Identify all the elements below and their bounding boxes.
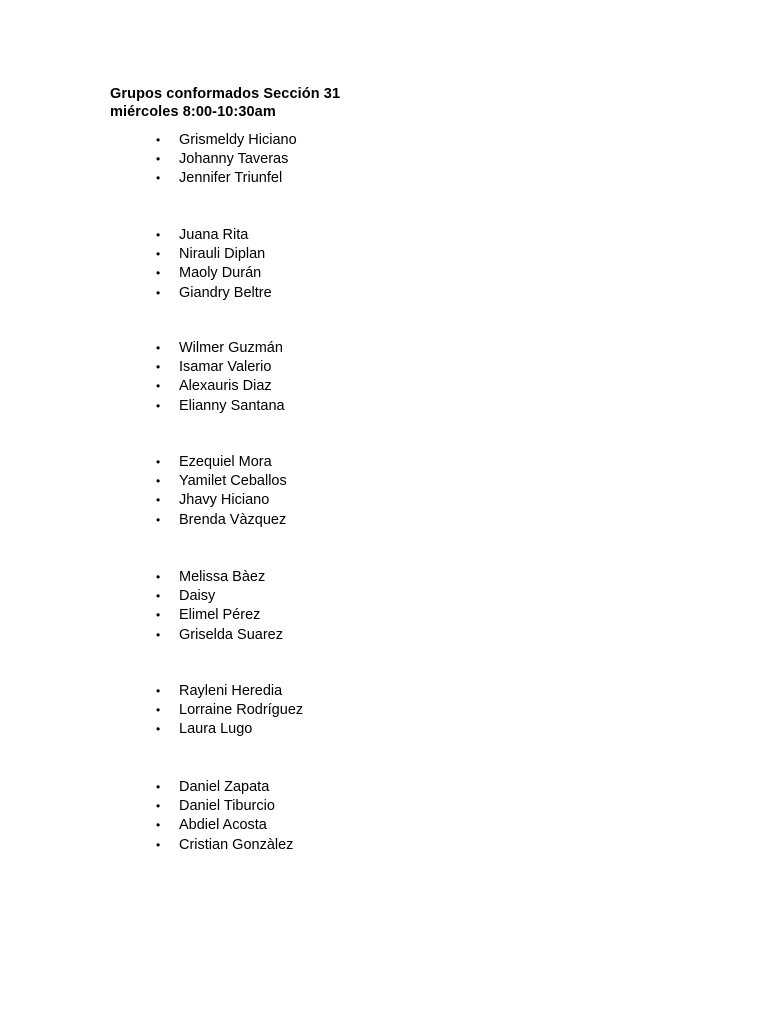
member-name: Griselda Suarez [179, 626, 283, 643]
bullet-icon: • [156, 152, 161, 167]
bullet-icon: • [156, 398, 161, 413]
member-name: Ezequiel Mora [179, 454, 272, 470]
member-name: Elimel Pérez [179, 607, 261, 624]
member-name: Wilmer Guzmán [179, 340, 283, 356]
member-name: Isamar Valerio [179, 359, 272, 376]
bullet-icon: • [156, 379, 161, 394]
member-name: Alexauris Diaz [179, 378, 272, 395]
member-name: Cristian Gonzàlez [179, 836, 294, 853]
bullet-icon: • [156, 455, 161, 469]
bullet-icon: • [156, 474, 161, 489]
member-name: Daisy [179, 588, 216, 605]
member-name: Lorraine Rodríguez [179, 702, 304, 719]
bullet-icon: • [156, 608, 161, 623]
bullet-icon: • [156, 627, 161, 642]
bullet-icon: • [156, 285, 161, 300]
member-name: Giandry Beltre [179, 284, 272, 301]
heading-title: Grupos conformados Sección 31 [110, 86, 341, 102]
member-name: Johanny Taveras [179, 151, 289, 168]
member-name: Daniel Zapata [179, 779, 270, 795]
bullet-icon: • [156, 799, 161, 814]
member-name: Grismeldy Hiciano [179, 132, 297, 148]
member-name: Yamilet Ceballos [179, 473, 287, 490]
bullet-icon: • [156, 512, 161, 527]
bullet-icon: • [156, 818, 161, 833]
member-name: Daniel Tiburcio [179, 798, 275, 815]
member-name: Elianny Santana [179, 397, 285, 414]
bullet-icon: • [156, 247, 161, 262]
member-name: Juana Rita [179, 227, 249, 243]
member-name: Jhavy Hiciano [179, 492, 270, 509]
bullet-icon: • [156, 493, 161, 508]
bullet-icon: • [156, 837, 161, 852]
bullet-icon: • [156, 171, 161, 186]
member-name: Melissa Bàez [179, 569, 266, 585]
bullet-icon: • [156, 684, 161, 698]
member-name: Nirauli Diplan [179, 246, 266, 263]
member-name: Maoly Durán [179, 265, 262, 282]
bullet-icon: • [156, 341, 161, 355]
bullet-icon: • [156, 266, 161, 281]
bullet-icon: • [156, 133, 161, 147]
member-name: Jennifer Triunfel [179, 170, 283, 187]
member-name: Abdiel Acosta [179, 817, 267, 834]
document-heading [110, 85, 340, 121]
member-name: Rayleni Heredia [179, 683, 283, 699]
bullet-icon: • [156, 228, 161, 242]
bullet-icon: • [156, 570, 161, 584]
bullet-icon: • [156, 360, 161, 375]
bullet-icon: • [156, 780, 161, 794]
bullet-icon: • [156, 722, 161, 737]
member-name: Brenda Vàzquez [179, 511, 287, 528]
bullet-icon: • [156, 589, 161, 604]
member-name: Laura Lugo [179, 721, 253, 738]
heading-schedule: miércoles 8:00-10:30am [110, 104, 276, 120]
bullet-icon: • [156, 703, 161, 718]
